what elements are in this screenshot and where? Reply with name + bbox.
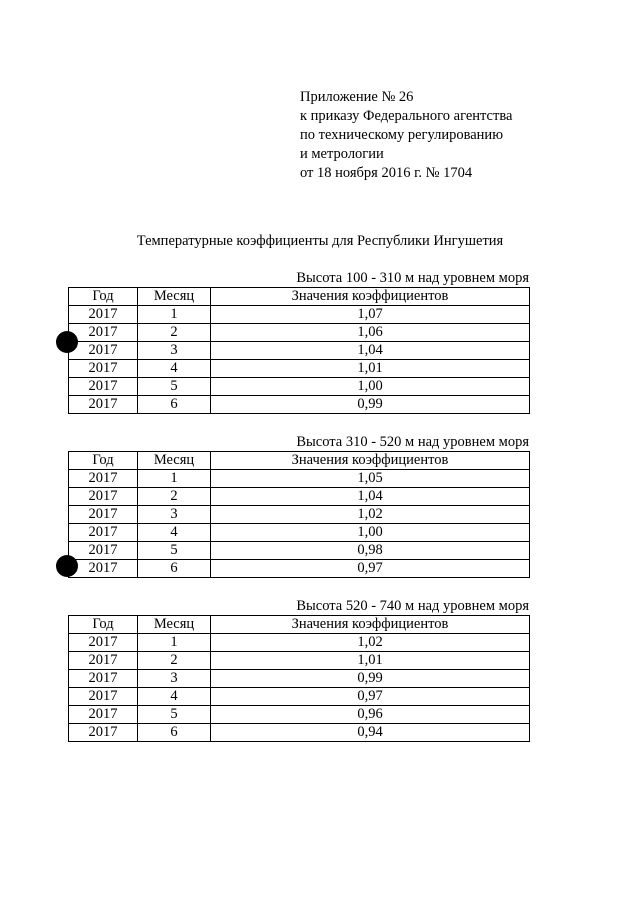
column-header-month: Месяц [138, 452, 211, 470]
year-cell: 2017 [69, 524, 138, 542]
coefficient-cell: 1,04 [211, 342, 530, 360]
coefficient-cell: 0,97 [211, 688, 530, 706]
table-row [69, 634, 530, 652]
column-header-month: Месяц [138, 288, 211, 306]
altitude-label: Высота 100 - 310 м над уровнем моря [296, 270, 529, 286]
table-row [69, 488, 530, 506]
altitude-section-3 [68, 597, 529, 742]
year-cell: 2017 [69, 506, 138, 524]
year-cell: 2017 [69, 324, 138, 342]
altitude-label: Высота 520 - 740 м над уровнем моря [296, 598, 529, 614]
table-row [69, 306, 530, 324]
year-cell: 2017 [69, 634, 138, 652]
year-cell: 2017 [69, 560, 138, 578]
coefficient-cell: 0,99 [211, 670, 530, 688]
month-cell: 6 [138, 396, 211, 414]
table-row [69, 378, 530, 396]
month-cell: 1 [138, 634, 211, 652]
column-header-year: Год [69, 616, 138, 634]
column-header-year: Год [69, 452, 138, 470]
month-cell: 2 [138, 488, 211, 506]
punch-hole-mark [56, 331, 78, 353]
coefficients-table [68, 615, 530, 742]
month-cell: 6 [138, 560, 211, 578]
annex-metrology-line: и метрологии [300, 146, 384, 162]
year-cell: 2017 [69, 706, 138, 724]
table-row [69, 324, 530, 342]
coefficient-cell: 1,01 [211, 360, 530, 378]
column-header-values: Значения коэффициентов [211, 452, 530, 470]
year-cell: 2017 [69, 670, 138, 688]
table-header-row [69, 616, 530, 634]
altitude-section-2 [68, 433, 529, 578]
coefficient-cell: 1,01 [211, 652, 530, 670]
table-header-row [69, 452, 530, 470]
year-cell: 2017 [69, 360, 138, 378]
year-cell: 2017 [69, 652, 138, 670]
year-cell: 2017 [69, 306, 138, 324]
month-cell: 1 [138, 470, 211, 488]
annex-header [300, 88, 512, 183]
table-row [69, 670, 530, 688]
coefficient-cell: 1,06 [211, 324, 530, 342]
month-cell: 2 [138, 652, 211, 670]
annex-date-line: от 18 ноября 2016 г. № 1704 [300, 165, 473, 181]
altitude-section-1 [68, 269, 529, 414]
annex-agency-line: по техническому регулированию [300, 127, 504, 143]
table-row [69, 396, 530, 414]
column-header-month: Месяц [138, 616, 211, 634]
table-row [69, 470, 530, 488]
month-cell: 4 [138, 360, 211, 378]
year-cell: 2017 [69, 470, 138, 488]
year-cell: 2017 [69, 396, 138, 414]
table-row [69, 506, 530, 524]
coefficient-cell: 0,94 [211, 724, 530, 742]
coefficient-cell: 0,98 [211, 542, 530, 560]
table-row [69, 524, 530, 542]
month-cell: 2 [138, 324, 211, 342]
column-header-year: Год [69, 288, 138, 306]
annex-order-line: к приказу Федерального агентства [300, 108, 513, 124]
coefficient-cell: 1,00 [211, 378, 530, 396]
month-cell: 3 [138, 506, 211, 524]
coefficient-cell: 0,99 [211, 396, 530, 414]
year-cell: 2017 [69, 542, 138, 560]
month-cell: 4 [138, 688, 211, 706]
coefficients-table [68, 287, 530, 414]
table-row [69, 706, 530, 724]
month-cell: 3 [138, 670, 211, 688]
coefficient-cell: 0,96 [211, 706, 530, 724]
table-row [69, 652, 530, 670]
altitude-label: Высота 310 - 520 м над уровнем моря [296, 434, 529, 450]
month-cell: 6 [138, 724, 211, 742]
coefficient-cell: 1,05 [211, 470, 530, 488]
month-cell: 5 [138, 706, 211, 724]
year-cell: 2017 [69, 488, 138, 506]
annex-number: Приложение № 26 [300, 89, 414, 105]
table-row [69, 360, 530, 378]
month-cell: 1 [138, 306, 211, 324]
month-cell: 4 [138, 524, 211, 542]
column-header-values: Значения коэффициентов [211, 616, 530, 634]
punch-hole-mark [56, 555, 78, 577]
table-row [69, 542, 530, 560]
document-title: Температурные коэффициенты для Республики Ингушетия [136, 233, 504, 249]
coefficient-cell: 1,02 [211, 634, 530, 652]
table-row [69, 688, 530, 706]
year-cell: 2017 [69, 724, 138, 742]
column-header-values: Значения коэффициентов [211, 288, 530, 306]
coefficient-cell: 1,02 [211, 506, 530, 524]
coefficient-cell: 1,00 [211, 524, 530, 542]
month-cell: 3 [138, 342, 211, 360]
year-cell: 2017 [69, 688, 138, 706]
coefficients-table [68, 451, 530, 578]
coefficient-cell: 0,97 [211, 560, 530, 578]
year-cell: 2017 [69, 378, 138, 396]
coefficient-cell: 1,04 [211, 488, 530, 506]
month-cell: 5 [138, 378, 211, 396]
table-row [69, 560, 530, 578]
coefficient-cell: 1,07 [211, 306, 530, 324]
table-row [69, 724, 530, 742]
table-header-row [69, 288, 530, 306]
table-row [69, 342, 530, 360]
year-cell: 2017 [69, 342, 138, 360]
month-cell: 5 [138, 542, 211, 560]
